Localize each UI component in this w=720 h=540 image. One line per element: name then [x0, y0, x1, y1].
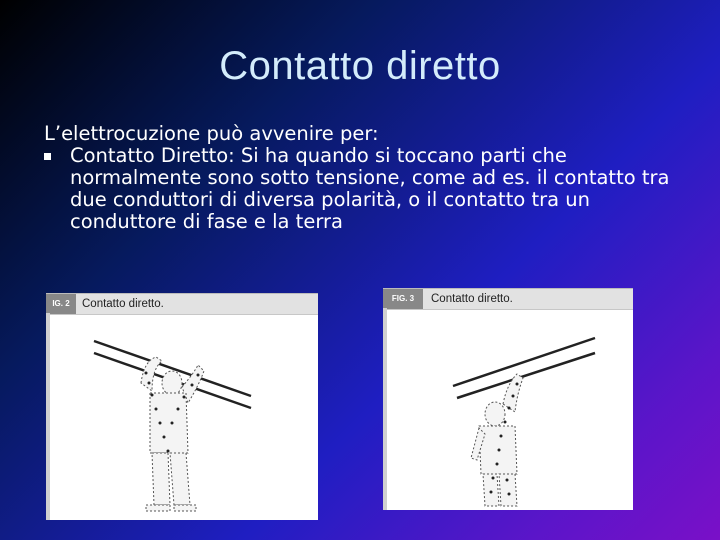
- bullet-item: [44, 145, 684, 233]
- bullet-text: Contatto Diretto: Si ha quando si toccano parti che normalmente sono sotto tensione, come ad es. il contatto tra due conduttori di diversa polarità, o il contatto tra un conduttore di fase e la terra: [70, 144, 670, 233]
- square-bullet-icon: [44, 153, 51, 160]
- intro-text: L’elettrocuzione può avvenire per:: [44, 122, 379, 145]
- slide-body: [44, 123, 684, 233]
- figure-number: IG. 2: [46, 294, 76, 314]
- figure-caption-bar: [46, 293, 318, 315]
- person-touching-wire-to-ground-illustration: [383, 308, 633, 510]
- figure-number: FIG. 3: [383, 289, 423, 309]
- figure-caption-bar: [383, 288, 633, 310]
- person-touching-two-wires-illustration: [46, 313, 318, 520]
- figure-2: [46, 293, 318, 520]
- slide-title: Contatto diretto: [219, 44, 501, 88]
- figure-3: [383, 288, 633, 510]
- figure-caption: Contatto diretto.: [82, 298, 164, 310]
- figure-caption: Contatto diretto.: [431, 293, 513, 305]
